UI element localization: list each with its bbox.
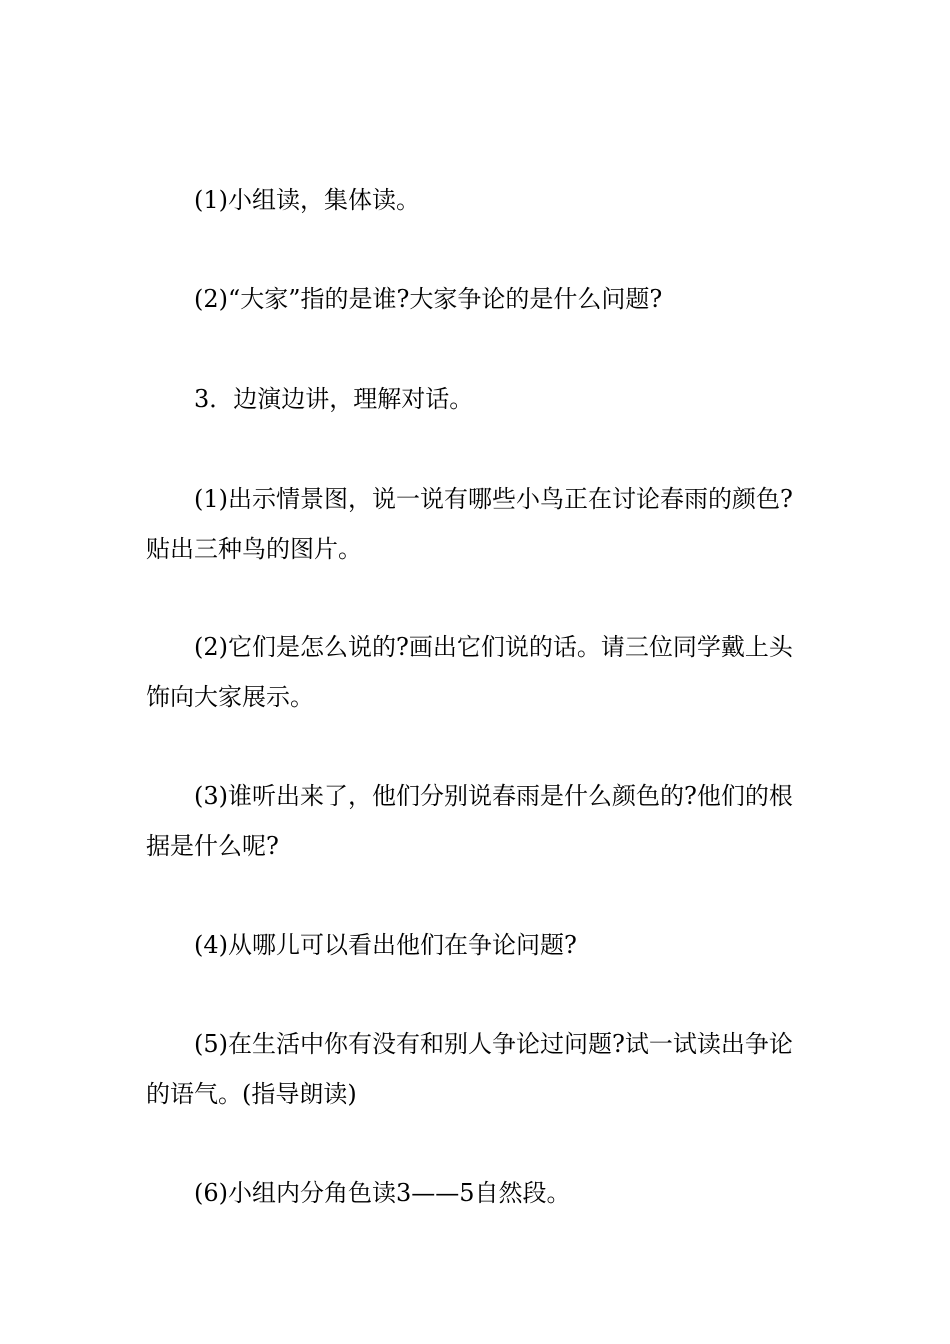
paragraph-3: 3．边演边讲，理解对话。 (194, 385, 474, 413)
paragraph-7: (4)从哪儿可以看出他们在争论问题? (194, 931, 577, 959)
paragraph-8: (5)在生活中你有没有和别人争论过问题?试一试读出争论的语气。(指导朗读) (146, 1030, 793, 1108)
paragraph-6: (3)谁听出来了，他们分别说春雨是什么颜色的?他们的根据是什么呢? (146, 782, 793, 860)
paragraph-2: (2)“大家”指的是谁?大家争论的是什么问题? (194, 285, 663, 313)
paragraph-1: (1)小组读，集体读。 (194, 186, 420, 214)
paragraph-5: (2)它们是怎么说的?画出它们说的话。请三位同学戴上头饰向大家展示。 (146, 633, 793, 711)
paragraph-4: (1)出示情景图，说一说有哪些小鸟正在讨论春雨的颜色?贴出三种鸟的图片。 (146, 485, 793, 563)
paragraph-9: (6)小组内分角色读3——5自然段。 (194, 1179, 571, 1207)
